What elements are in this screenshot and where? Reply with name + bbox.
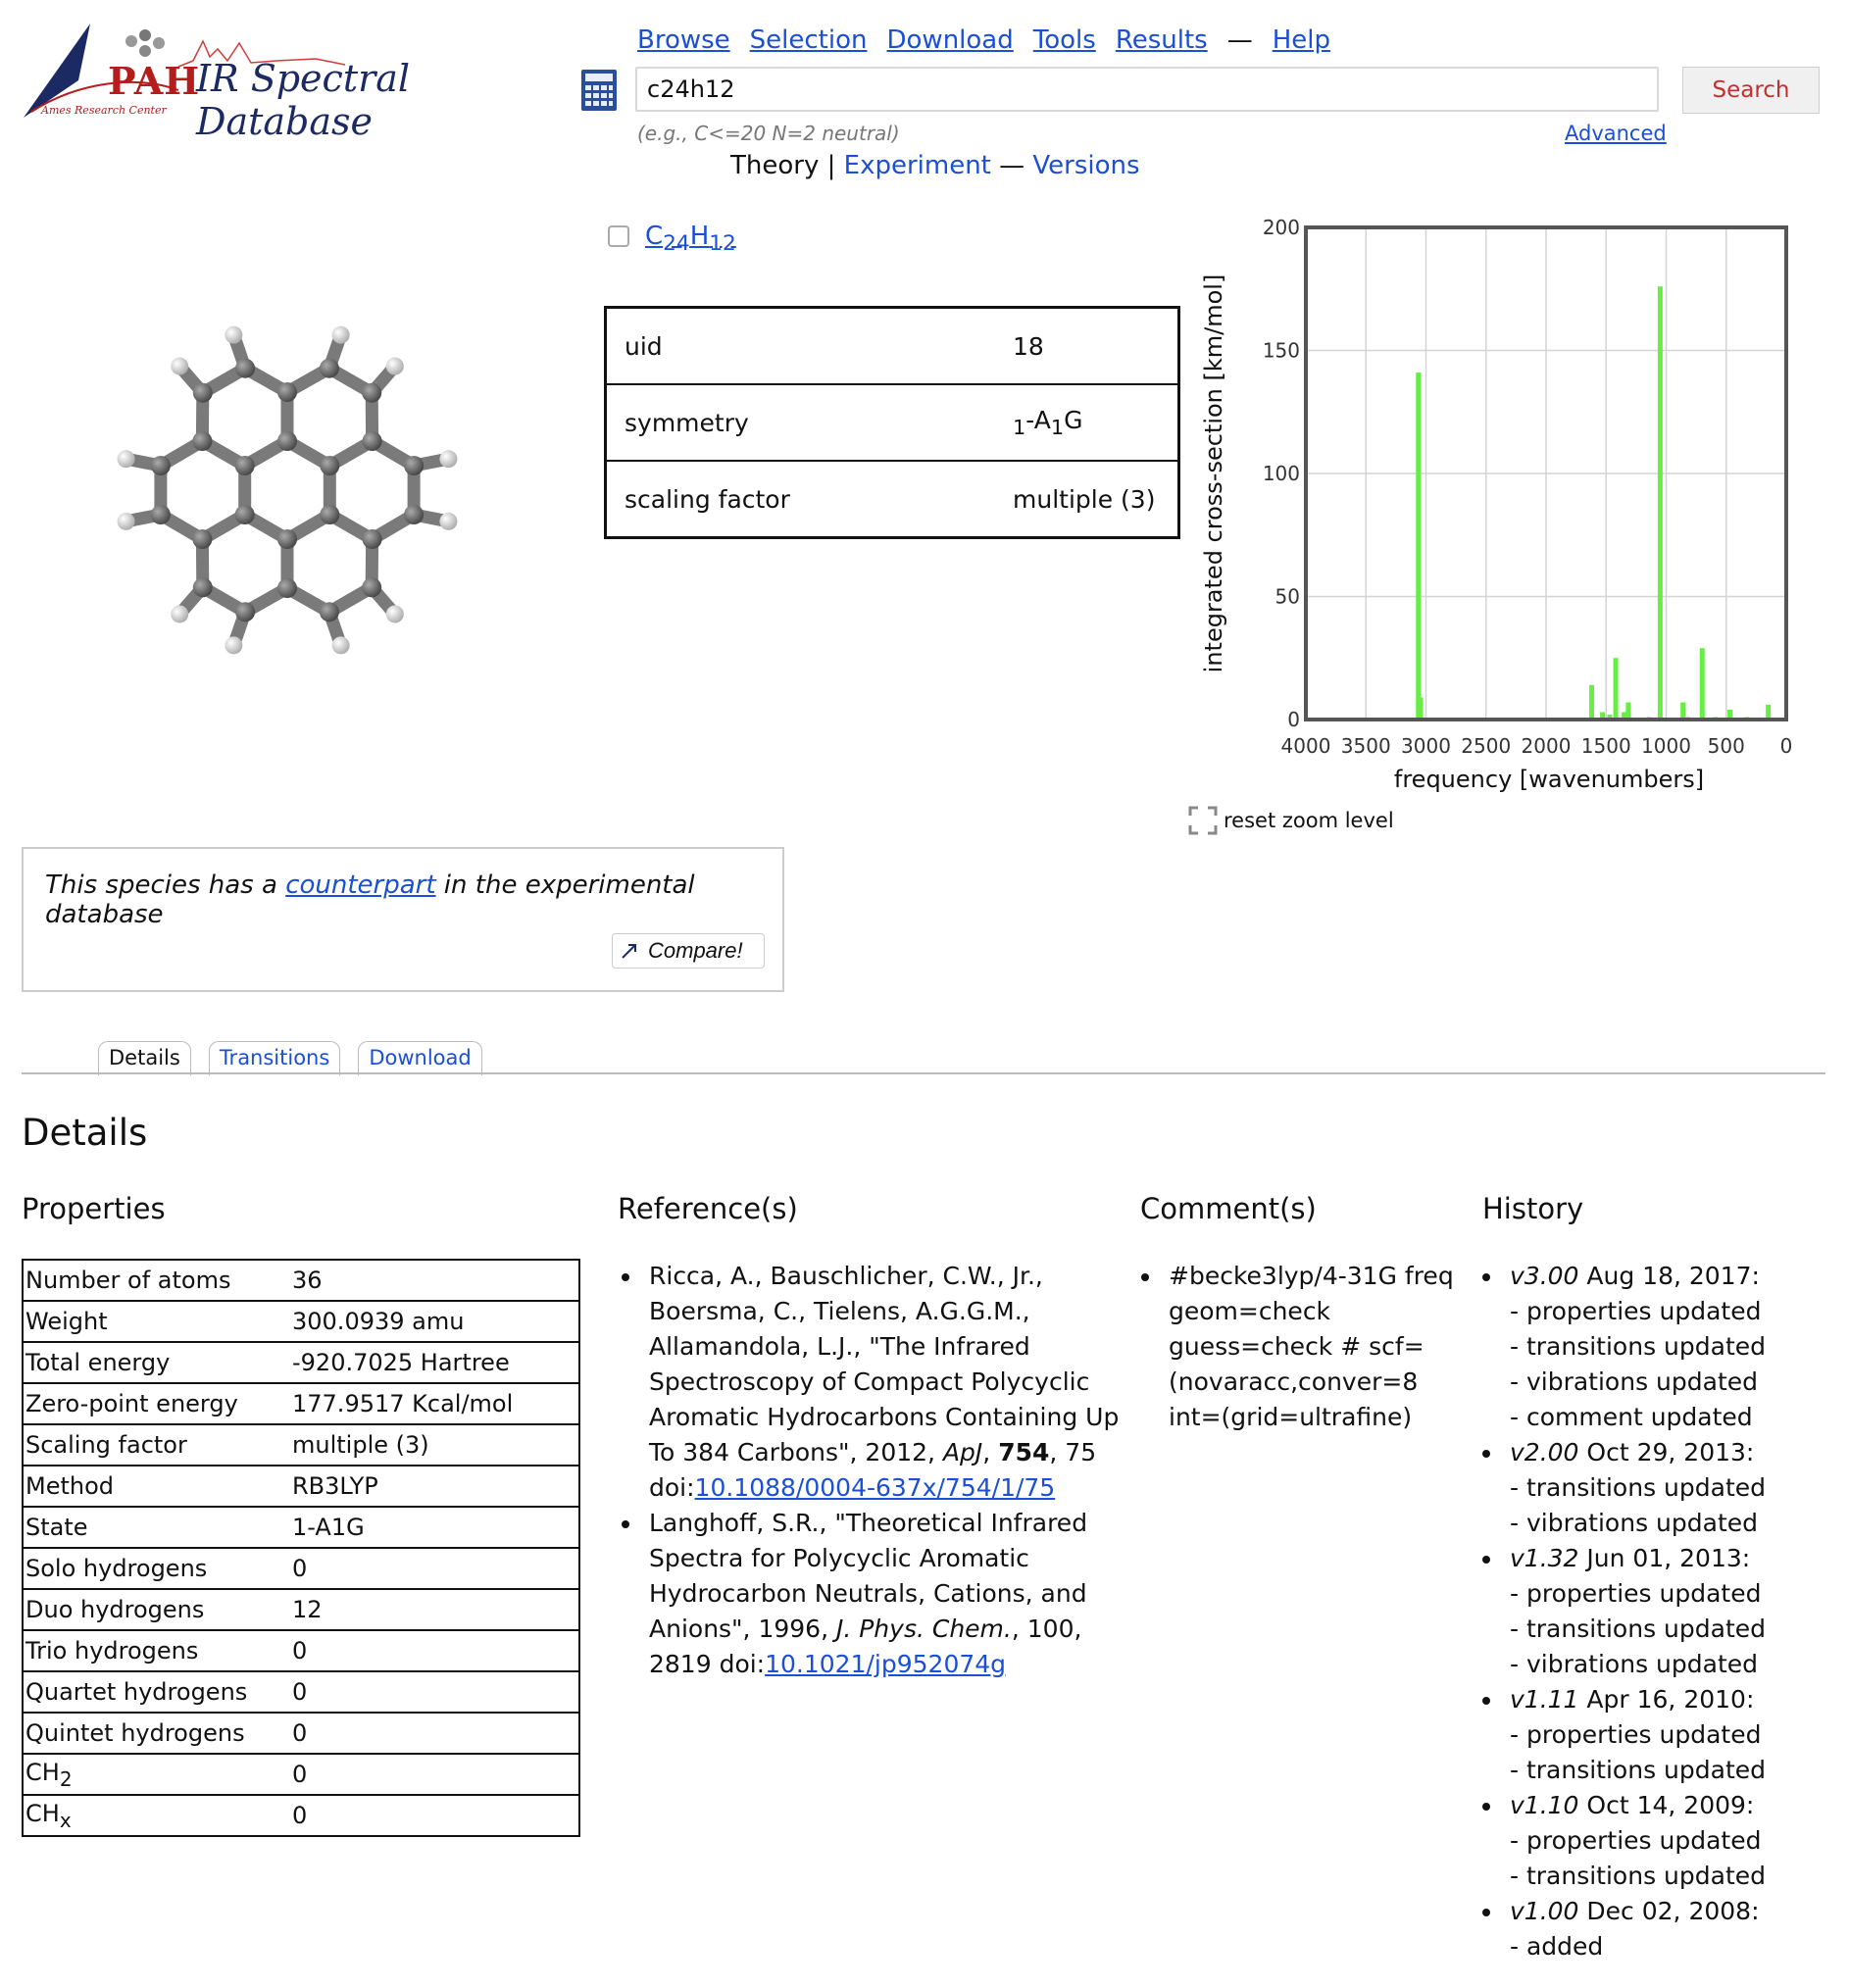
counterpart-link[interactable]: counterpart xyxy=(285,870,436,900)
tab-bar xyxy=(98,1041,482,1075)
symmetry-a: -A xyxy=(1025,406,1051,434)
compare-button[interactable] xyxy=(612,933,765,969)
carbon-atom xyxy=(193,383,213,403)
table-row xyxy=(23,1548,579,1589)
property-value: -920.7025 Hartree xyxy=(290,1342,579,1383)
table-row xyxy=(23,1507,579,1548)
reset-zoom-label: reset zoom level xyxy=(1224,809,1394,832)
info-label: scaling factor xyxy=(606,461,996,538)
reference-doi-link[interactable]: 10.1021/jp952074g xyxy=(765,1650,1007,1678)
carbon-atom xyxy=(193,577,213,597)
hydrogen-atom xyxy=(386,358,404,375)
carbon-atom xyxy=(235,505,255,524)
site-logo[interactable] xyxy=(22,22,512,143)
history-note: - properties updated xyxy=(1510,1720,1762,1749)
info-label: symmetry xyxy=(606,384,996,461)
y-axis-label: integrated cross-section [km/mol] xyxy=(1200,273,1227,673)
property-value: 0 xyxy=(290,1713,579,1754)
hydrogen-atom xyxy=(225,636,242,654)
symmetry-g: G xyxy=(1064,406,1083,434)
nav-tools[interactable]: Tools xyxy=(1032,25,1096,55)
mode-theory: Theory xyxy=(730,151,820,180)
x-tick-label: 4000 xyxy=(1280,734,1331,758)
hydrogen-atom xyxy=(439,513,457,530)
property-name: Trio hydrogens xyxy=(23,1630,290,1671)
formula-h-count: 12 xyxy=(709,231,736,257)
history-note: - transitions updated xyxy=(1510,1862,1766,1890)
x-tick-label: 3500 xyxy=(1340,734,1391,758)
history-item xyxy=(1504,1894,1849,1964)
history-date: Jun 01, 2013: xyxy=(1578,1544,1751,1572)
y-tick-label: 50 xyxy=(1274,584,1300,609)
search-input[interactable] xyxy=(635,67,1659,112)
history-version: v2.00 xyxy=(1510,1438,1579,1466)
carbon-atom xyxy=(235,456,255,475)
reference-doi-link[interactable]: 10.1088/0004-637x/754/1/75 xyxy=(694,1473,1056,1502)
ch-label: CH xyxy=(25,1758,60,1786)
reset-zoom-button[interactable] xyxy=(1188,806,1394,835)
history-version: v3.00 xyxy=(1510,1262,1579,1290)
mode-switcher xyxy=(730,151,1140,180)
x-tick-label: 500 xyxy=(1707,734,1745,758)
property-name: Number of atoms xyxy=(25,1267,231,1294)
history-note: - transitions updated xyxy=(1510,1332,1766,1361)
carbon-atom xyxy=(277,578,297,598)
x-tick-label: 3000 xyxy=(1401,734,1451,758)
history-date: Aug 18, 2017: xyxy=(1578,1262,1760,1290)
history-note: - comment updated xyxy=(1510,1403,1753,1431)
formula-c: C xyxy=(645,222,664,251)
property-value: 0 xyxy=(290,1671,579,1713)
history-note: - transitions updated xyxy=(1510,1615,1766,1643)
carbon-atom xyxy=(362,383,381,403)
advanced-search-link[interactable]: Advanced xyxy=(1565,122,1667,145)
table-row xyxy=(23,1795,579,1836)
carbon-atom xyxy=(192,529,212,549)
history-note: - vibrations updated xyxy=(1510,1650,1758,1678)
history-note: - properties updated xyxy=(1510,1297,1762,1325)
reset-zoom-icon xyxy=(1188,806,1218,835)
counterpart-notice xyxy=(22,847,784,992)
table-row xyxy=(23,1713,579,1754)
properties-heading: Properties xyxy=(22,1192,166,1225)
references-heading: Reference(s) xyxy=(618,1192,798,1225)
carbon-atom xyxy=(192,431,212,451)
history-note: - transitions updated xyxy=(1510,1756,1766,1784)
carbon-atom xyxy=(277,529,297,549)
hydrogen-atom xyxy=(225,326,242,344)
property-value: 0 xyxy=(290,1548,579,1589)
history-note: - properties updated xyxy=(1510,1826,1762,1855)
info-row-symmetry xyxy=(606,384,1179,461)
property-value: 0 xyxy=(290,1630,579,1671)
reference-journal: ApJ xyxy=(942,1438,983,1466)
property-name: Duo hydrogens xyxy=(23,1589,290,1630)
history-note: - vibrations updated xyxy=(1510,1509,1758,1537)
logo-subtitle: Ames Research Center xyxy=(41,104,167,117)
history-item xyxy=(1504,1541,1849,1682)
symmetry-sub: 1 xyxy=(1013,416,1026,439)
comments-heading: Comment(s) xyxy=(1140,1192,1317,1225)
x-tick-label: 0 xyxy=(1779,734,1793,758)
nav-dash: — xyxy=(1226,25,1253,55)
history-date: Dec 02, 2008: xyxy=(1578,1897,1760,1925)
property-value: RB3LYP xyxy=(290,1466,579,1507)
history-note: - transitions updated xyxy=(1510,1473,1766,1502)
y-tick-label: 100 xyxy=(1262,462,1300,485)
property-value: 36 xyxy=(292,1267,323,1294)
compare-icon xyxy=(621,942,638,960)
spectrum-bar[interactable] xyxy=(1625,702,1630,720)
history-version: v1.32 xyxy=(1510,1544,1579,1572)
y-tick-label: 150 xyxy=(1262,338,1300,363)
formula-h: H xyxy=(689,222,710,251)
history-version: v1.11 xyxy=(1510,1685,1579,1714)
property-name: Total energy xyxy=(23,1342,290,1383)
table-row xyxy=(23,1383,579,1424)
mode-separator: | xyxy=(826,151,836,180)
history-note: - added xyxy=(1510,1932,1604,1961)
carbon-atom xyxy=(277,431,297,451)
hydrogen-atom xyxy=(332,326,350,344)
nav-download[interactable]: Download xyxy=(886,25,1014,55)
molecule-structure-image xyxy=(76,284,498,696)
x-axis-label: frequency [wavenumbers] xyxy=(1393,766,1705,793)
species-checkbox[interactable] xyxy=(608,225,629,247)
table-row xyxy=(23,1301,579,1342)
history-item xyxy=(1504,1788,1849,1894)
carbon-atom xyxy=(404,505,424,524)
carbon-atom xyxy=(151,505,171,524)
spectrum-bar[interactable] xyxy=(1614,658,1619,720)
table-row xyxy=(23,1589,579,1630)
reference-text: Langhoff, S.R., "Theoretical Infrared Spectra for Polycyclic Aromatic Hydrocarbon Neutrals, Cations, and Anions", 1996, xyxy=(649,1509,1088,1643)
hydrogen-atom xyxy=(386,605,404,622)
history-item xyxy=(1504,1682,1849,1788)
spectrum-bar[interactable] xyxy=(1418,697,1423,720)
counterpart-pre: This species has a xyxy=(45,870,286,900)
x-tick-label: 1500 xyxy=(1580,734,1631,758)
y-tick-label: 0 xyxy=(1287,708,1300,731)
references-list xyxy=(618,1259,1133,1682)
info-row-uid xyxy=(606,308,1179,385)
carbon-atom xyxy=(404,456,424,475)
spectrum-bar[interactable] xyxy=(1589,685,1594,720)
table-row xyxy=(23,1754,579,1795)
spectrum-bar[interactable] xyxy=(1680,702,1685,720)
property-value: 1-A1G xyxy=(290,1507,579,1548)
ch-label: CH xyxy=(25,1799,60,1827)
y-tick-label: 200 xyxy=(1262,216,1300,239)
info-row-scaling xyxy=(606,461,1179,538)
species-formula-link[interactable] xyxy=(645,222,736,256)
spectrum-bar[interactable] xyxy=(1658,286,1663,720)
property-name: State xyxy=(23,1507,290,1548)
mode-versions[interactable]: Versions xyxy=(1032,151,1140,180)
spectrum-chart[interactable] xyxy=(1186,216,1833,804)
table-row xyxy=(23,1466,579,1507)
table-row xyxy=(23,1260,579,1301)
reference-item xyxy=(643,1259,1133,1506)
tab-divider xyxy=(22,1072,1825,1074)
hydrogen-atom xyxy=(118,450,135,468)
nav-results[interactable]: Results xyxy=(1115,25,1208,55)
info-value: 18 xyxy=(1013,331,1044,361)
spectrum-bar[interactable] xyxy=(1766,705,1771,720)
property-value: multiple (3) xyxy=(290,1424,579,1466)
table-row xyxy=(23,1342,579,1383)
properties-table xyxy=(22,1259,580,1837)
carbon-atom xyxy=(235,359,255,378)
formula-c-count: 24 xyxy=(663,231,690,257)
property-name: Scaling factor xyxy=(23,1424,290,1466)
ch2-subscript: 2 xyxy=(59,1766,73,1791)
property-value: 12 xyxy=(290,1589,579,1630)
table-row xyxy=(23,1671,579,1713)
search-hint: (e.g., C<=20 N=2 neutral) xyxy=(637,122,900,145)
compare-label: Compare! xyxy=(648,938,743,963)
property-name-chx xyxy=(23,1795,290,1836)
details-title: Details xyxy=(22,1112,148,1154)
search-button[interactable]: Search xyxy=(1682,67,1820,114)
comment-item: • #becke3lyp/4-31G freq geom=check guess=check # scf=(novaracc,conver=8 int=(grid=ultrafine) xyxy=(1163,1259,1476,1435)
top-nav xyxy=(637,25,1330,55)
history-list xyxy=(1478,1259,1849,1964)
history-version: v1.10 xyxy=(1510,1791,1579,1819)
property-value: 177.9517 Kcal/mol xyxy=(290,1383,579,1424)
carbon-atom xyxy=(235,602,255,621)
hydrogen-atom xyxy=(439,450,457,468)
hydrogen-atom xyxy=(171,358,188,375)
carbon-atom xyxy=(320,602,339,621)
history-date: Oct 29, 2013: xyxy=(1578,1438,1755,1466)
mode-dash: — xyxy=(999,151,1025,180)
history-date: Apr 16, 2010: xyxy=(1578,1685,1755,1714)
info-value: multiple (3) xyxy=(995,461,1179,538)
nav-help[interactable]: Help xyxy=(1272,25,1330,55)
hydrogen-atom xyxy=(118,513,135,530)
info-label: uid xyxy=(625,331,663,361)
spectrum-bar[interactable] xyxy=(1700,648,1705,720)
property-name: Weight xyxy=(23,1301,290,1342)
history-note: - properties updated xyxy=(1510,1579,1762,1608)
carbon-atom xyxy=(362,577,381,597)
reference-tail: , 100, 2819 doi: xyxy=(649,1615,1082,1678)
history-item xyxy=(1504,1259,1849,1435)
table-row xyxy=(23,1424,579,1466)
counterpart-message xyxy=(45,870,782,929)
reference-volume: 754 xyxy=(998,1438,1050,1466)
carbon-atom xyxy=(320,456,339,475)
property-value: 0 xyxy=(290,1754,579,1795)
nav-browse[interactable]: Browse xyxy=(637,25,730,55)
property-name: Method xyxy=(23,1466,290,1507)
property-value: 300.0939 amu xyxy=(290,1301,579,1342)
logo-title: IR Spectral Database xyxy=(196,57,411,143)
history-version: v1.00 xyxy=(1510,1897,1579,1925)
carbon-atom xyxy=(320,359,339,378)
hydrogen-atom xyxy=(171,605,188,622)
tab-transitions[interactable]: Transitions xyxy=(209,1041,341,1075)
property-name: Quartet hydrogens xyxy=(23,1671,290,1713)
reference-text: Ricca, A., Bauschlicher, C.W., Jr., Boersma, C., Tielens, A.G.G.M., Allamandola, L.J., "The Infrared Spectroscopy of Compact Polycyclic Aromatic Hydrocarbons Containing Up To 384 Carbons", 2012, xyxy=(649,1262,1120,1466)
property-name: Quintet hydrogens xyxy=(23,1713,290,1754)
x-tick-label: 2000 xyxy=(1521,734,1572,758)
mode-experiment[interactable]: Experiment xyxy=(843,151,991,180)
reference-item xyxy=(643,1506,1133,1682)
carbon-atom xyxy=(320,505,339,524)
tab-details[interactable]: Details xyxy=(98,1041,191,1075)
history-note: - vibrations updated xyxy=(1510,1367,1758,1396)
reference-sep: , xyxy=(982,1438,999,1466)
info-value xyxy=(995,384,1179,461)
table-row xyxy=(23,1630,579,1671)
calculator-icon[interactable] xyxy=(580,69,618,112)
logo-pah: PAH xyxy=(108,59,201,103)
reference-tail: , 75 doi: xyxy=(649,1438,1097,1502)
property-value: 0 xyxy=(290,1795,579,1836)
counterpart-post: in the experimental database xyxy=(45,870,695,929)
property-name: Solo hydrogens xyxy=(23,1548,290,1589)
property-name: Zero-point energy xyxy=(23,1383,290,1424)
reference-journal: J. Phys. Chem. xyxy=(835,1615,1012,1643)
chx-subscript: x xyxy=(59,1808,72,1832)
comments-list xyxy=(1137,1259,1476,1435)
property-name-ch2 xyxy=(23,1754,290,1795)
symmetry-sub2: 1 xyxy=(1050,416,1065,439)
tab-download[interactable]: Download xyxy=(358,1041,481,1075)
x-tick-label: 1000 xyxy=(1641,734,1691,758)
carbon-atom xyxy=(363,431,382,451)
nav-selection[interactable]: Selection xyxy=(749,25,868,55)
carbon-atom xyxy=(363,529,382,549)
history-heading: History xyxy=(1482,1192,1584,1225)
x-tick-label: 2500 xyxy=(1461,734,1512,758)
history-date: Oct 14, 2009: xyxy=(1578,1791,1755,1819)
carbon-atom xyxy=(151,456,171,475)
species-info-table xyxy=(604,306,1180,539)
hydrogen-atom xyxy=(332,636,350,654)
history-item xyxy=(1504,1435,1849,1541)
carbon-atom xyxy=(277,382,297,402)
spectrum-bar[interactable] xyxy=(1416,373,1421,720)
